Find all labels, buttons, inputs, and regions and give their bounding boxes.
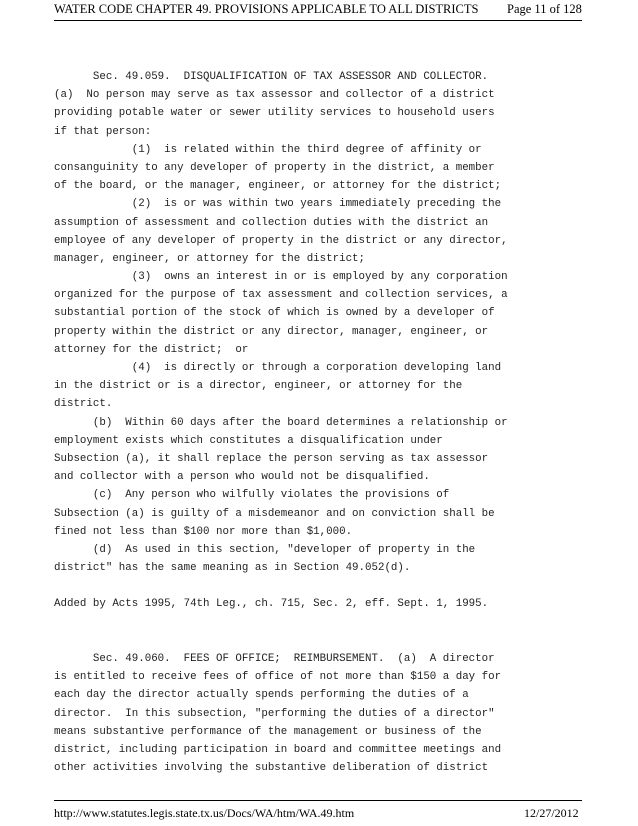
text-line: and collector with a person who would not be disqualified. [54,471,430,484]
text-line: in the district or is a director, engineer, or attorney for the [54,380,463,393]
text-line: (4) is directly or through a corporation developing land [54,362,502,374]
print-date: 12/27/2012 [524,806,579,820]
text-line: Subsection (a), it shall replace the person serving as tax assessor [54,452,489,465]
text-line: fined not less than $100 nor more than $1,000. [54,525,353,538]
section-history-note: Added by Acts 1995, 74th Leg., ch. 715, Sec. 2, eff. Sept. 1, 1995. [54,598,489,611]
text-line: employee of any developer of property in the district or any director, [54,234,508,247]
spacer [54,614,584,632]
text-line: (c) Any person who wilfully violates the provisions of [54,489,450,502]
header-divider [54,20,582,21]
document-body [54,68,584,777]
spacer [54,577,584,595]
text-line: Subsection (a) is guilty of a misdemeanor and on conviction shall be [54,507,495,520]
text-line: (a) No person may serve as tax assessor and collector of a district [54,89,495,102]
text-line: (3) owns an interest in or is employed by any corporation [54,271,508,284]
text-line: of the board, or the manager, engineer, or attorney for the district; [54,180,502,193]
text-line: each day the director actually spends performing the duties of a [54,689,469,702]
text-line: (b) Within 60 days after the board determines a relationship or [54,416,508,429]
text-line: (2) is or was within two years immediately preceding the [54,198,502,211]
text-line: providing potable water or sewer utility services to household users [54,107,495,120]
text-line: property within the district or any director, manager, engineer, or [54,325,489,338]
text-line: Sec. 49.060. FEES OF OFFICE; REIMBURSEMENT. (a) A director [54,653,495,665]
text-line: director. In this subsection, "performing the duties of a director" [54,707,495,720]
section-49-059 [54,68,584,577]
text-line: organized for the purpose of tax assessment and collection services, a [54,289,508,302]
text-line: means substantive performance of the management or business of the [54,725,482,738]
section-49-060 [54,650,584,777]
text-line: is entitled to receive fees of office of not more than $150 a day for [54,671,502,684]
footer-divider [54,800,582,801]
text-line: other activities involving the substantive deliberation of district [54,762,489,775]
text-line: (d) As used in this section, "developer of property in the [54,543,476,556]
text-line: Sec. 49.059. DISQUALIFICATION OF TAX ASSESSOR AND COLLECTOR. [54,71,489,83]
text-line: district" has the same meaning as in Section 49.052(d). [54,562,411,575]
page-number: Page 11 of 128 [507,2,582,16]
text-line: employment exists which constitutes a disqualification under [54,434,443,447]
text-line: attorney for the district; or [54,343,249,356]
text-line: (1) is related within the third degree of affinity or [54,143,482,156]
text-line: district. [54,398,113,411]
text-line: consanguinity to any developer of property in the district, a member [54,161,495,174]
text-line: substantial portion of the stock of which is owned by a developer of [54,307,495,320]
text-line: if that person: [54,125,152,138]
text-line: manager, engineer, or attorney for the district; [54,252,366,265]
document-title: WATER CODE CHAPTER 49. PROVISIONS APPLICABLE TO ALL DISTRICTS [54,2,479,16]
source-url: http://www.statutes.legis.state.tx.us/Docs/WA/htm/WA.49.htm [54,806,355,820]
spacer [54,632,584,650]
text-line: assumption of assessment and collection duties with the district an [54,216,489,229]
text-line: district, including participation in board and committee meetings and [54,743,502,756]
